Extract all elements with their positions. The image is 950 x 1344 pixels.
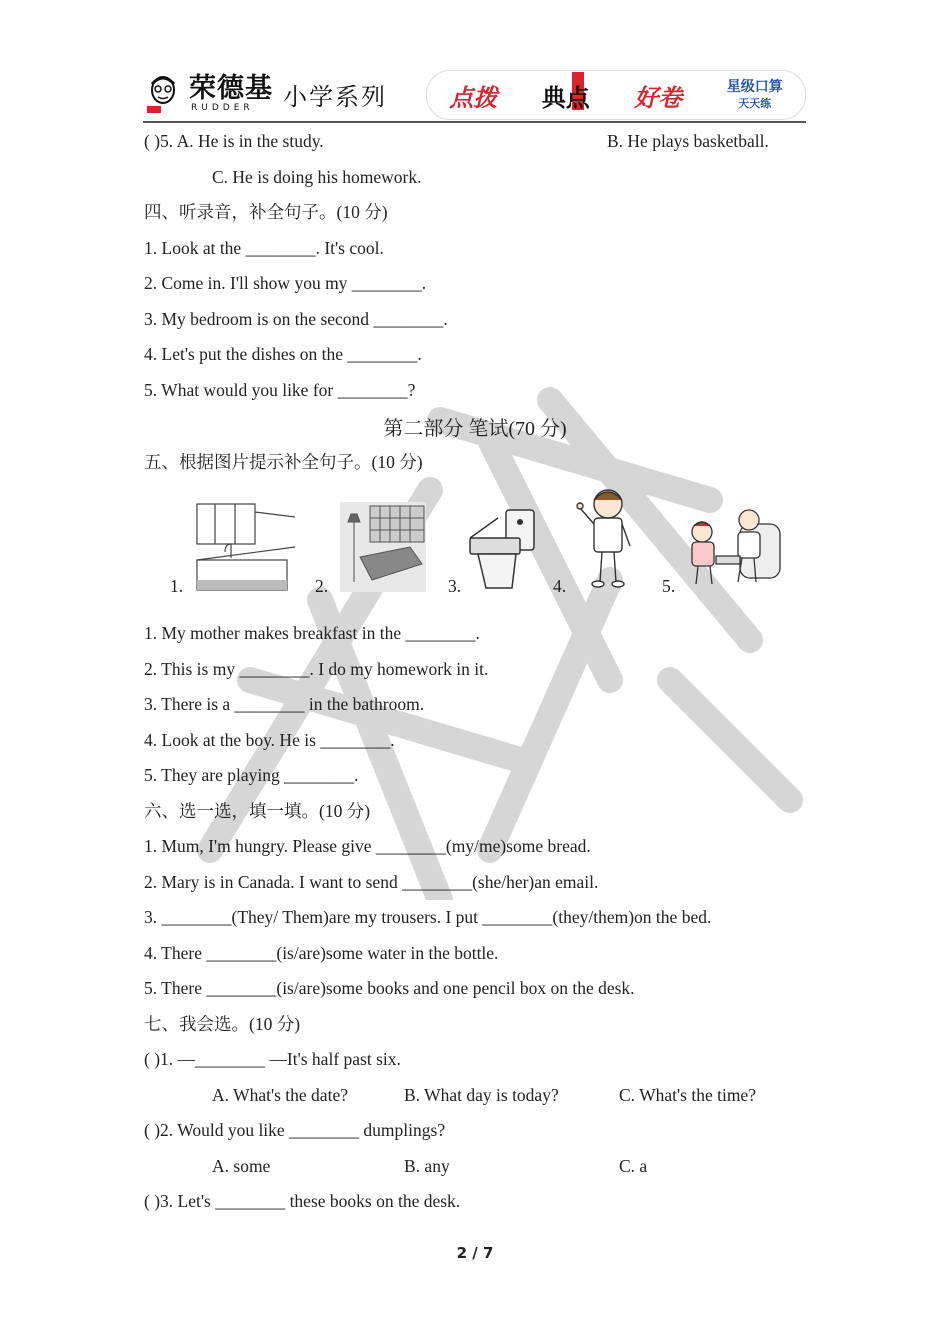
tag-kousuan: 星级口算 天天练 [726, 78, 783, 110]
question-4-5: 5. What would you like for ________? [144, 380, 416, 400]
kids-playing-chess-icon [684, 504, 784, 592]
series-name: 小学系列 [283, 82, 387, 111]
page-number: 2 / 7 [456, 1244, 494, 1262]
section-7-title: 七、我会选。(10 分) [144, 1014, 301, 1034]
tag-haojuan: 好卷 [634, 83, 683, 112]
question-5-2: 2. This is my ________. I do my homework in it. [144, 659, 489, 679]
question-5-1: 1. My mother makes breakfast in the ________. [144, 623, 480, 643]
brand-name-en: RUDDER [191, 103, 254, 113]
brand-logo-icon [143, 72, 183, 116]
tag-diandian: 典点 [542, 78, 590, 113]
question-6-3: 3. ________(They/ Them)are my trousers. I put ________(they/them)on the bed. [144, 907, 712, 927]
option-c: C. He is doing his homework. [212, 167, 422, 187]
picture-label-3: 3. [448, 576, 462, 596]
picture-label-5: 5. [662, 576, 676, 596]
question-4-4: 4. Let's put the dishes on the ________. [144, 344, 422, 364]
section-4-title: 四、听录音，补全句子。(10 分) [144, 202, 388, 222]
question-6-1: 1. Mum, I'm hungry. Please give ________(my/me)some bread. [144, 836, 591, 856]
series-tags [426, 70, 806, 120]
question-4-2: 2. Come in. I'll show you my ________. [144, 273, 427, 293]
tag-dianbo: 点拨 [449, 83, 498, 112]
option-7-2c: C. a [619, 1156, 648, 1176]
question-5-3: 3. There is a ________ in the bathroom. [144, 694, 425, 714]
question-4-3: 3. My bedroom is on the second ________. [144, 309, 448, 329]
question-6-4: 4. There ________(is/are)some water in the bottle. [144, 943, 499, 963]
option-7-1a: A. What's the date? [212, 1085, 348, 1105]
option-7-1b: B. What day is today? [404, 1085, 559, 1105]
picture-label-1: 1. [170, 576, 184, 596]
part-2-title: 第二部分 笔试(70 分) [383, 418, 567, 440]
section-6-title: 六、选一选，填一填。(10 分) [144, 801, 371, 821]
question-5-5: 5. They are playing ________. [144, 765, 359, 785]
option-7-2a: A. some [212, 1156, 271, 1176]
question-5-4: 4. Look at the boy. He is ________. [144, 730, 395, 750]
question-6-5: 5. There ________(is/are)some books and one pencil box on the desk. [144, 978, 635, 998]
picture-label-4: 4. [553, 576, 567, 596]
question-4-1: 1. Look at the ________. It's cool. [144, 238, 384, 258]
picture-label-2: 2. [315, 576, 329, 596]
question-7-1: ( )1. —________ —It's half past six. [144, 1049, 401, 1069]
brand [143, 68, 387, 120]
toilet-icon [468, 508, 538, 592]
page-header [143, 68, 806, 120]
option-b: B. He plays basketball. [607, 131, 769, 151]
picture-row [160, 500, 800, 600]
study-icon [340, 502, 426, 592]
question-3-5: ( )5. A. He is in the study. [144, 131, 324, 151]
header-divider [143, 121, 806, 123]
option-7-2b: B. any [404, 1156, 450, 1176]
section-5-title: 五、根据图片提示补全句子。(10 分) [144, 452, 423, 472]
question-7-2: ( )2. Would you like ________ dumplings? [144, 1120, 446, 1140]
option-7-1c: C. What's the time? [619, 1085, 756, 1105]
question-6-2: 2. Mary is in Canada. I want to send ________(she/her)an email. [144, 872, 599, 892]
question-7-3: ( )3. Let's ________ these books on the desk. [144, 1191, 461, 1211]
kitchen-icon [195, 502, 297, 592]
boy-waving-icon [576, 486, 640, 590]
brand-name: 荣德基 [189, 73, 273, 104]
